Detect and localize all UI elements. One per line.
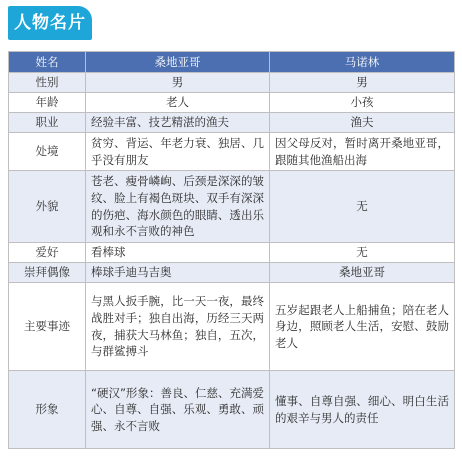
table-row	[9, 133, 455, 171]
row-label: 性别	[9, 73, 86, 93]
manolin-cell: 无	[270, 243, 455, 263]
manolin-cell: 因父母反对，暂时离开桑地亚哥，跟随其他渔船出海	[270, 133, 455, 171]
santiago-cell: 苍老、瘦骨嶙峋、后颈是深深的皱纹、脸上有褐色斑块、双手有深深的伤疤、海水颜色的眼睛、透出乐观和永不言败的神色	[86, 171, 270, 243]
header-manolin: 马诺林	[270, 52, 455, 73]
table-header-row	[9, 52, 455, 73]
santiago-cell: 男	[86, 73, 270, 93]
santiago-cell: 与黑人扳手腕，比一天一夜，最终战胜对手；独自出海，历经三天两夜，捕获大马林鱼；独自，五次，与群鲨搏斗	[86, 283, 270, 371]
manolin-cell: 小孩	[270, 93, 455, 113]
manolin-cell: 男	[270, 73, 455, 93]
card-title: 人物名片	[8, 6, 92, 40]
table-row	[9, 171, 455, 243]
santiago-cell: 棒球手迪马吉奥	[86, 263, 270, 283]
table-row	[9, 113, 455, 133]
table-row	[9, 283, 455, 371]
row-label: 爱好	[9, 243, 86, 263]
row-label: 年龄	[9, 93, 86, 113]
manolin-cell: 无	[270, 171, 455, 243]
santiago-cell: 老人	[86, 93, 270, 113]
santiago-cell: 贫穷、背运、年老力衰、独居、几乎没有朋友	[86, 133, 270, 171]
manolin-cell: 懂事、自尊自强、细心、明白生活的艰辛与男人的责任	[270, 371, 455, 449]
row-label: 崇拜偶像	[9, 263, 86, 283]
table-row	[9, 371, 455, 449]
row-label: 处境	[9, 133, 86, 171]
manolin-cell: 渔夫	[270, 113, 455, 133]
row-label: 形象	[9, 371, 86, 449]
santiago-cell: 经验丰富、技艺精湛的渔夫	[86, 113, 270, 133]
header-santiago: 桑地亚哥	[86, 52, 270, 73]
santiago-cell: “硬汉”形象：善良、仁慈、充满爱心、自尊、自强、乐观、勇敢、顽强、永不言败	[86, 371, 270, 449]
table-row	[9, 93, 455, 113]
manolin-cell: 桑地亚哥	[270, 263, 455, 283]
table-row	[9, 263, 455, 283]
header-label: 姓名	[9, 52, 86, 73]
character-card-table	[8, 51, 455, 449]
table-row	[9, 243, 455, 263]
row-label: 职业	[9, 113, 86, 133]
row-label: 外貌	[9, 171, 86, 243]
santiago-cell: 看棒球	[86, 243, 270, 263]
manolin-cell: 五岁起跟老人上船捕鱼；陪在老人身边，照顾老人生活，安慰、鼓励老人	[270, 283, 455, 371]
row-label: 主要事迹	[9, 283, 86, 371]
table-row	[9, 73, 455, 93]
